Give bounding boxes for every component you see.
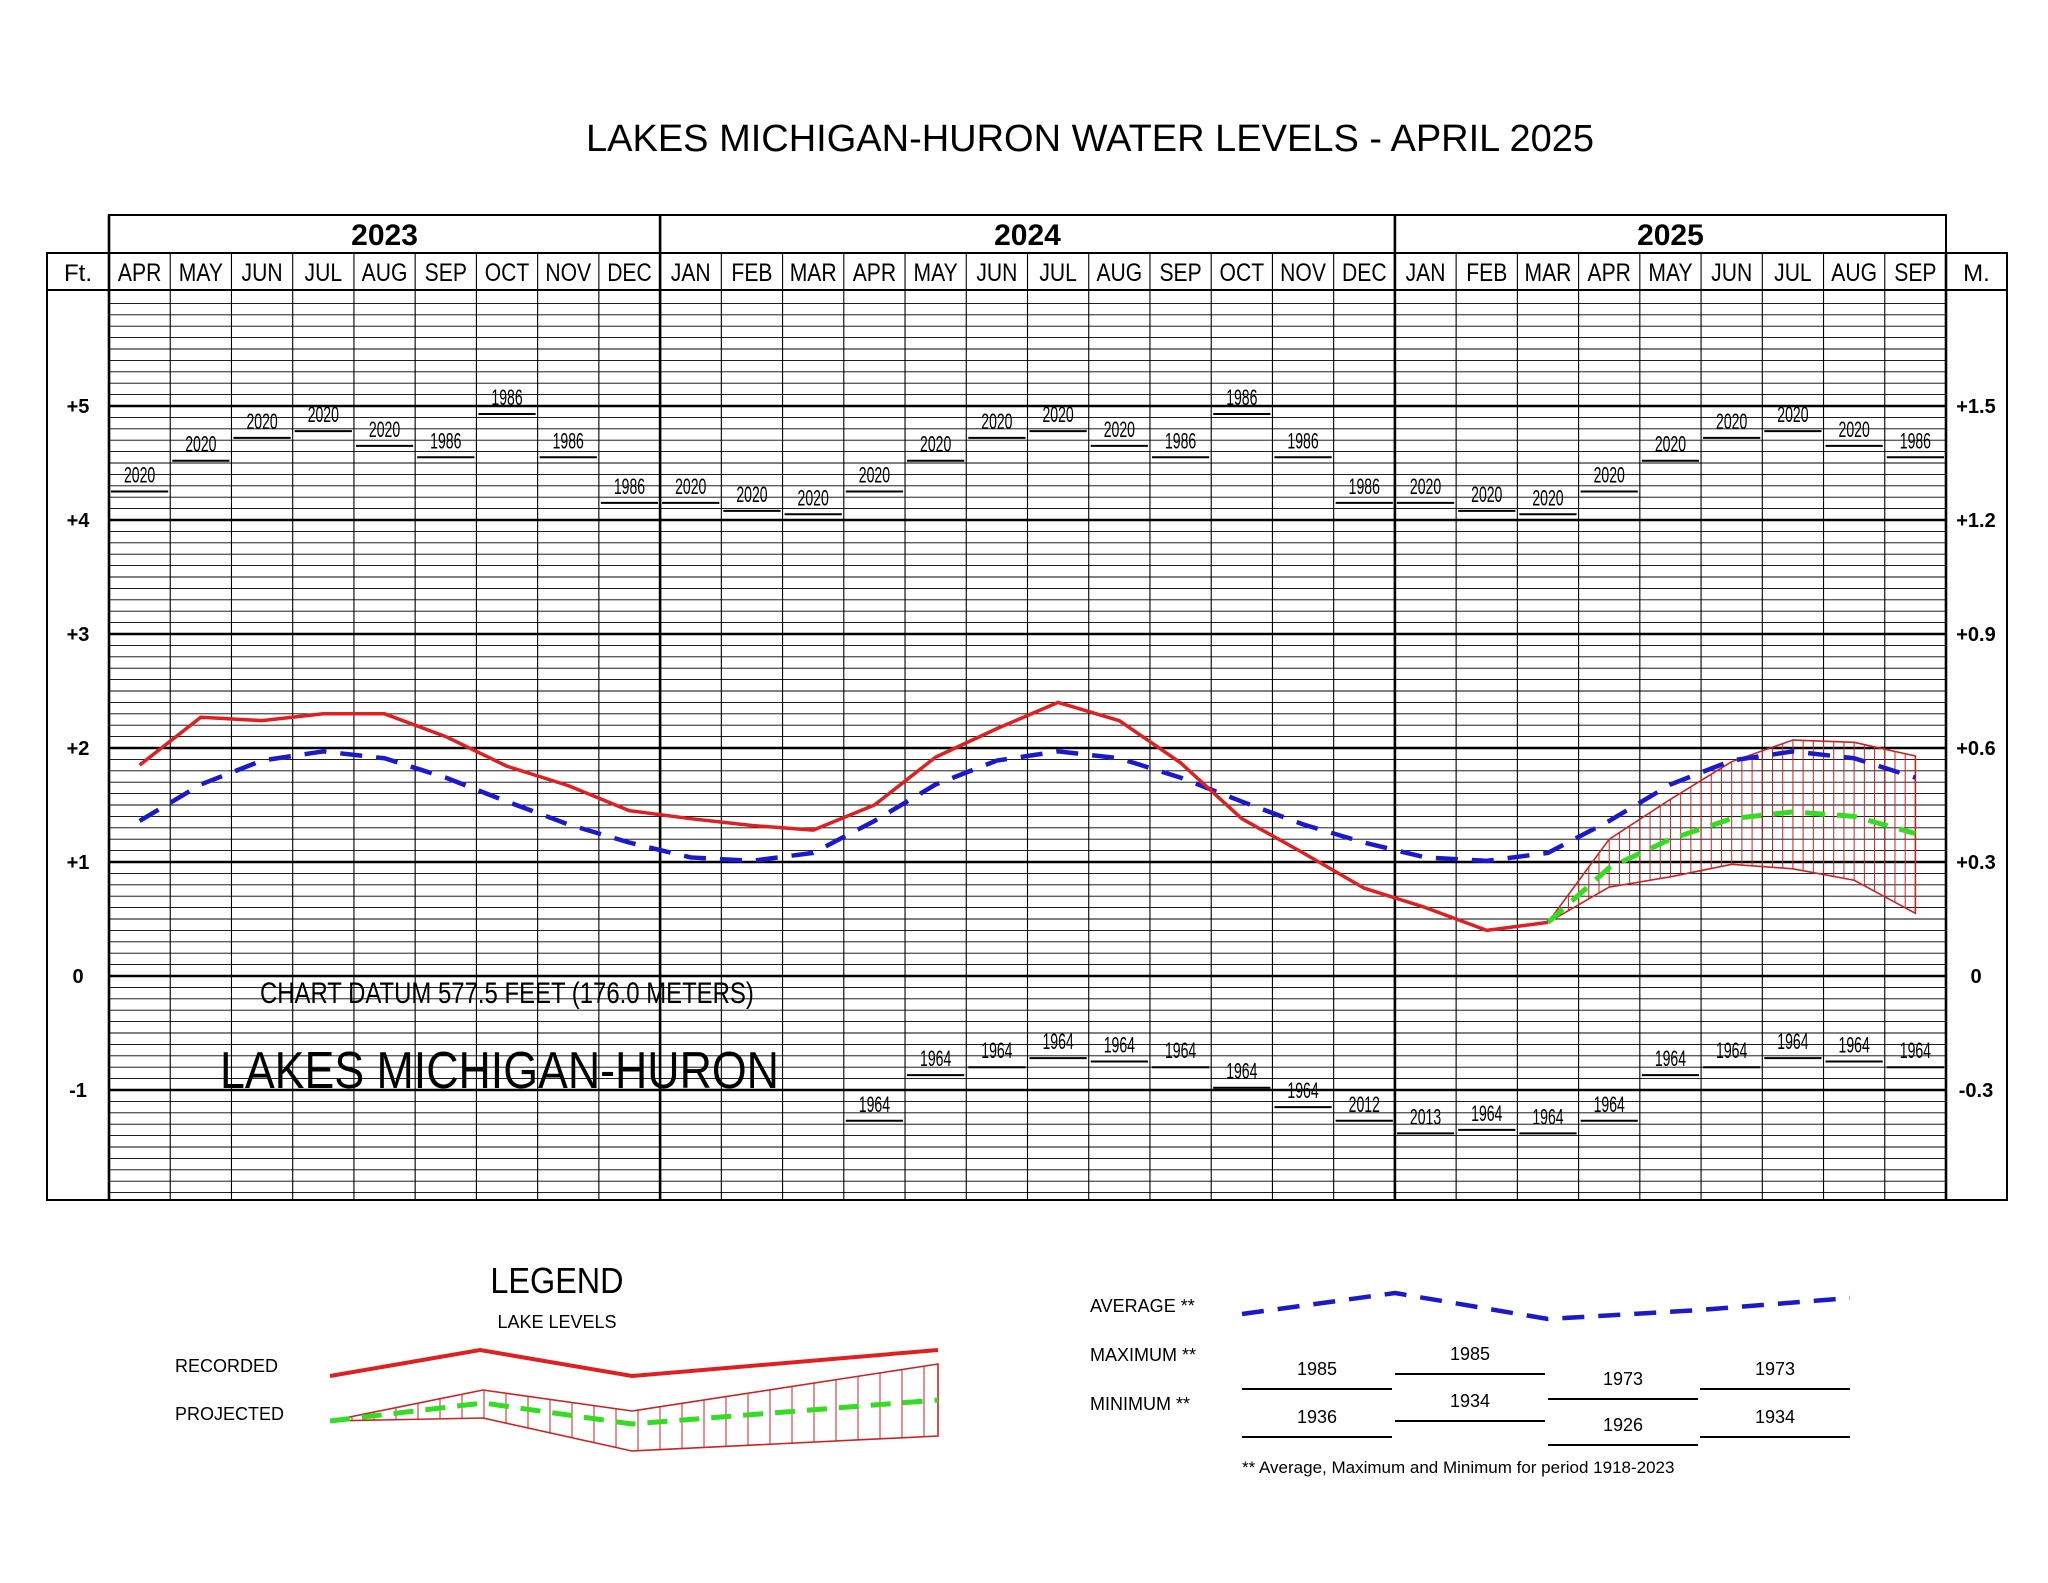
- maximum-year-label: 2020: [1532, 484, 1564, 511]
- maximum-year-label: 2020: [675, 473, 707, 499]
- legend-average-line: [1242, 1293, 1850, 1319]
- maximum-year-label: 1986: [491, 384, 523, 410]
- maximum-year-label: 2020: [1103, 416, 1135, 442]
- month-label: APR: [1587, 258, 1631, 287]
- minimum-year-label: 2012: [1348, 1091, 1380, 1117]
- minimum-year-label: 1964: [1042, 1028, 1074, 1054]
- maximum-year-label: 2020: [1471, 481, 1503, 507]
- minimum-year-label: 1964: [1532, 1103, 1564, 1130]
- maximum-year-label: 1986: [613, 473, 646, 499]
- month-label: JUL: [1039, 258, 1077, 287]
- month-label: FEB: [1466, 258, 1508, 287]
- month-label: FEB: [731, 258, 773, 287]
- year-label: 2025: [1637, 219, 1704, 252]
- minimum-year-label: 1964: [1899, 1037, 1932, 1063]
- month-label: SEP: [424, 258, 467, 287]
- maximum-year-label: 2020: [1838, 416, 1870, 442]
- month-label: SEP: [1159, 258, 1202, 287]
- right-tick-label: -0.3: [1958, 1080, 1994, 1102]
- lake-name-label: LAKES MICHIGAN-HURON: [220, 1041, 779, 1100]
- month-label: DEC: [607, 258, 652, 287]
- maximum-year-label: 2020: [736, 481, 768, 507]
- month-label: MAY: [913, 258, 958, 287]
- legend-maximum-year: 1985: [1449, 1344, 1491, 1364]
- maximum-year-label: 2020: [307, 401, 339, 427]
- maximum-year-label: 2020: [123, 462, 156, 488]
- month-label: NOV: [1280, 258, 1326, 287]
- month-label: APR: [117, 258, 162, 287]
- minimum-year-label: 1964: [1226, 1058, 1258, 1084]
- left-tick-label: +2: [66, 738, 90, 760]
- minimum-year-label: 1964: [1838, 1032, 1870, 1058]
- minimum-year-label: 1964: [1103, 1032, 1135, 1058]
- maximum-year-label: 2020: [1042, 401, 1074, 427]
- month-label: OCT: [1219, 258, 1265, 287]
- legend-minimum-year: 1934: [1449, 1391, 1491, 1411]
- month-label: JUN: [241, 258, 283, 287]
- legend-maximum-year: 1973: [1602, 1369, 1644, 1389]
- left-tick-label: +1: [66, 852, 90, 874]
- maximum-year-label: 1986: [1226, 384, 1258, 410]
- maximum-year-label: 1986: [1899, 427, 1932, 454]
- right-tick-label: +1.2: [1956, 510, 1996, 532]
- right-tick-label: +1.5: [1956, 396, 1996, 418]
- month-label: JUL: [1774, 258, 1812, 287]
- legend-minimum-year: 1934: [1754, 1407, 1796, 1427]
- left-tick-label: 0: [72, 966, 84, 988]
- legend-recorded-label: RECORDED: [175, 1356, 279, 1376]
- month-label: MAY: [178, 258, 223, 287]
- month-label: AUG: [1831, 258, 1878, 287]
- maximum-year-label: 2020: [920, 431, 952, 457]
- year-label: 2023: [351, 219, 418, 252]
- right-tick-label: +0.3: [1956, 852, 1996, 874]
- month-label: APR: [852, 258, 897, 287]
- maximum-year-label: 2020: [246, 408, 278, 434]
- maximum-year-label: 2020: [1777, 401, 1809, 427]
- month-label: JUN: [976, 258, 1018, 287]
- minimum-year-label: 1964: [1777, 1028, 1809, 1054]
- legend-maximum-year: 1985: [1296, 1359, 1338, 1379]
- month-label: OCT: [484, 258, 530, 287]
- legend-maximum-year: 1973: [1754, 1359, 1796, 1379]
- left-tick-label: +3: [66, 624, 90, 646]
- month-label: MAR: [789, 258, 837, 287]
- month-label: JAN: [670, 258, 711, 287]
- minimum-year-label: 1964: [1164, 1037, 1197, 1063]
- right-axis-unit: M.: [1963, 260, 1990, 287]
- right-tick-label: 0: [1970, 966, 1982, 988]
- month-label: SEP: [1894, 258, 1937, 287]
- legend-projected-line: [330, 1400, 938, 1424]
- left-tick-label: -1: [69, 1080, 87, 1102]
- maximum-year-label: 2020: [1716, 408, 1748, 434]
- maximum-year-label: 1986: [430, 427, 462, 454]
- right-tick-label: +0.9: [1956, 624, 1996, 646]
- legend-maximum-label: MAXIMUM **: [1090, 1345, 1197, 1365]
- month-label: DEC: [1341, 258, 1387, 287]
- minimum-year-label: 2013: [1409, 1103, 1442, 1130]
- legend: [175, 1261, 1850, 1477]
- month-label: NOV: [545, 258, 592, 287]
- maximum-year-label: 2020: [797, 484, 829, 511]
- left-axis-unit: Ft.: [64, 260, 92, 287]
- maximum-year-label: 1986: [552, 427, 584, 454]
- month-label: AUG: [361, 258, 408, 287]
- month-label: AUG: [1096, 258, 1143, 287]
- maximum-year-label: 1986: [1164, 427, 1197, 454]
- legend-recorded-sample: [330, 1350, 938, 1376]
- left-tick-label: +5: [66, 396, 90, 418]
- legend-projected-label: PROJECTED: [175, 1404, 285, 1424]
- legend-minimum-year: 1926: [1602, 1415, 1644, 1435]
- month-label: JUN: [1711, 258, 1753, 287]
- right-tick-label: +0.6: [1956, 738, 1996, 760]
- maximum-year-label: 2020: [368, 416, 401, 442]
- maximum-year-label: 2020: [1593, 462, 1625, 488]
- month-label: MAR: [1524, 258, 1572, 287]
- legend-minimum-label: MINIMUM **: [1090, 1394, 1190, 1414]
- minimum-year-label: 1964: [1654, 1045, 1687, 1071]
- maximum-year-label: 1986: [1287, 427, 1319, 454]
- legend-footnote: ** Average, Maximum and Minimum for period 1918-2023: [1242, 1458, 1675, 1477]
- minimum-year-label: 1964: [920, 1045, 952, 1071]
- minimum-year-label: 1964: [1593, 1091, 1625, 1117]
- month-label: JUL: [304, 258, 343, 287]
- chart-title: LAKES MICHIGAN-HURON WATER LEVELS - APRIL 2025: [586, 118, 1594, 160]
- maximum-year-label: 2020: [981, 408, 1013, 434]
- minimum-year-label: 1964: [1287, 1077, 1319, 1103]
- maximum-year-label: 2020: [1409, 473, 1442, 499]
- minimum-year-label: 1964: [1471, 1100, 1503, 1126]
- month-label: MAY: [1648, 258, 1693, 287]
- legend-subtitle: LAKE LEVELS: [497, 1312, 617, 1332]
- minimum-year-label: 1964: [981, 1037, 1013, 1063]
- legend-minimum-year: 1936: [1296, 1407, 1338, 1427]
- maximum-year-label: 2020: [1654, 431, 1687, 457]
- maximum-year-label: 2020: [858, 462, 891, 488]
- legend-average-label: AVERAGE **: [1090, 1296, 1195, 1316]
- month-label: JAN: [1405, 258, 1446, 287]
- chart-datum-text: CHART DATUM 577.5 FEET (176.0 METERS): [260, 975, 754, 1010]
- minimum-year-label: 1964: [1716, 1037, 1748, 1063]
- left-tick-label: +4: [66, 510, 90, 532]
- maximum-year-label: 1986: [1348, 473, 1380, 499]
- minimum-year-label: 1964: [858, 1091, 891, 1117]
- legend-title: LEGEND: [490, 1261, 624, 1302]
- year-label: 2024: [994, 219, 1061, 252]
- maximum-year-label: 2020: [185, 431, 217, 457]
